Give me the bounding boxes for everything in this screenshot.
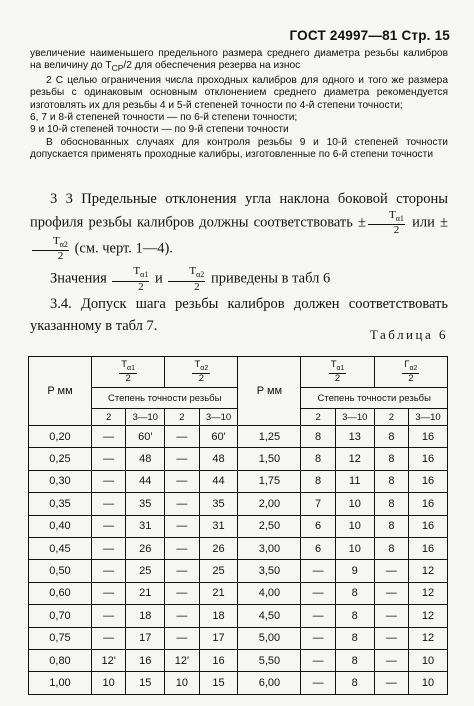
value-cell: —	[165, 582, 199, 604]
value-cell: 10	[409, 649, 448, 671]
value-cell: —	[301, 627, 335, 649]
value-cell: 8	[374, 493, 408, 515]
value-cell: 7	[301, 493, 335, 515]
value-cell: 8	[374, 448, 408, 470]
header-p-left: P мм	[29, 357, 92, 426]
pitch-cell: 0,30	[29, 470, 92, 492]
pitch-cell: 5,00	[238, 627, 301, 649]
value-cell: 16	[409, 448, 448, 470]
value-cell: 12'	[165, 649, 199, 671]
value-cell: 18	[126, 605, 165, 627]
table-body	[29, 426, 448, 695]
value-cell: 8	[301, 448, 335, 470]
value-cell: 25	[199, 560, 238, 582]
value-cell: —	[165, 627, 199, 649]
header-t-alpha1-left: $\frac{T_{\alpha 1}}{2}$	[91, 357, 164, 388]
table-row	[29, 672, 448, 694]
degree-header-right: Степень точности резьбы	[301, 388, 448, 409]
value-cell: 16	[126, 649, 165, 671]
pitch-cell: 0,50	[29, 560, 92, 582]
degree-header-left: Степень точности резьбы	[91, 388, 238, 409]
pitch-cell: 1,00	[29, 672, 92, 694]
value-cell: 13	[335, 426, 374, 448]
pitch-cell: 0,40	[29, 515, 92, 537]
pitch-cell: 0,35	[29, 493, 92, 515]
table-6	[28, 356, 448, 695]
pitch-cell: 4,50	[238, 605, 301, 627]
deg-2: 2	[165, 409, 199, 426]
header-t-alpha1-right: $\frac{T_{\alpha 1}}{2}$	[301, 357, 374, 388]
table-label: Таблица 6	[369, 327, 448, 342]
value-cell: 10	[335, 515, 374, 537]
value-cell: 21	[126, 582, 165, 604]
pitch-cell: 0,75	[29, 627, 92, 649]
value-cell: 44	[199, 470, 238, 492]
value-cell: —	[91, 605, 125, 627]
value-cell: 12	[335, 448, 374, 470]
deg-2: 2	[91, 409, 125, 426]
value-cell: —	[91, 560, 125, 582]
table-row	[29, 649, 448, 671]
value-cell: 48	[126, 448, 165, 470]
deg-2: 2	[301, 409, 335, 426]
pitch-cell: 0,60	[29, 582, 92, 604]
value-cell: 35	[126, 493, 165, 515]
pitch-cell: 1,75	[238, 470, 301, 492]
value-cell: —	[165, 605, 199, 627]
value-cell: —	[374, 649, 408, 671]
value-cell: 16	[409, 537, 448, 559]
value-cell: 26	[126, 537, 165, 559]
notes-block	[30, 48, 448, 162]
table-row	[29, 560, 448, 582]
header-t-alpha2-left: $\frac{T_{\alpha 2}}{2}$	[165, 357, 238, 388]
value-cell: —	[165, 426, 199, 448]
table-row	[29, 448, 448, 470]
value-cell: 10	[165, 672, 199, 694]
value-cell: 8	[301, 470, 335, 492]
value-cell: 12	[409, 605, 448, 627]
pitch-cell: 1,50	[238, 448, 301, 470]
pitch-cell: 2,00	[238, 493, 301, 515]
value-cell: 12	[409, 582, 448, 604]
note-line1: увеличение наименьшего предельного размера среднего диаметра резьбы калибров на величину до $T_{СР}/2$ для обеспечения резерва на износ	[30, 48, 448, 74]
value-cell: 16	[409, 470, 448, 492]
pitch-cell: 3,50	[238, 560, 301, 582]
pitch-cell: 0,25	[29, 448, 92, 470]
section-3-3	[30, 188, 448, 337]
value-cell: —	[374, 560, 408, 582]
value-cell: —	[165, 470, 199, 492]
value-cell: 8	[335, 649, 374, 671]
value-cell: 26	[199, 537, 238, 559]
paragraph-values: Значения $\frac{T_{\alpha 1}}{2}$ и $\frac{T_{\alpha 2}}{2}$ приведены в табл 6	[50, 265, 331, 293]
value-cell: —	[91, 493, 125, 515]
value-cell: 16	[409, 426, 448, 448]
value-cell: 60'	[126, 426, 165, 448]
deg-2: 2	[374, 409, 408, 426]
fraction-values-2: $\frac{T_{\alpha 2}}{2}$	[168, 266, 205, 292]
header-p-right: P мм	[238, 357, 301, 426]
value-cell: —	[301, 605, 335, 627]
note-3: В обоснованных случаях для контроля резьбы 9 и 10-й степеней точности допускается применять проходные калибры, изготовленные по 6-й степени точности	[30, 136, 448, 161]
value-cell: 11	[335, 470, 374, 492]
pitch-cell: 1,25	[238, 426, 301, 448]
value-cell: 12	[409, 560, 448, 582]
header-t-alpha2-right: $\frac{Г_{\alpha 2}}{2}$	[374, 357, 447, 388]
value-cell: 8	[301, 426, 335, 448]
value-cell: 10	[335, 493, 374, 515]
value-cell: —	[91, 470, 125, 492]
value-cell: —	[91, 627, 125, 649]
deg-3-10: 3—10	[335, 409, 374, 426]
table-row	[29, 493, 448, 515]
pitch-cell: 5,50	[238, 649, 301, 671]
table-row	[29, 537, 448, 559]
value-cell: 8	[335, 627, 374, 649]
value-cell: 8	[374, 470, 408, 492]
note-2c: 9 и 10-й степеней точности — по 9-й степени точности	[30, 124, 289, 136]
value-cell: 8	[374, 537, 408, 559]
value-cell: 16	[199, 649, 238, 671]
deg-3-10: 3—10	[126, 409, 165, 426]
pitch-cell: 3,00	[238, 537, 301, 559]
value-cell: —	[301, 582, 335, 604]
pitch-cell: 6,00	[238, 672, 301, 694]
page-header: ГОСТ 24997—81 Стр. 15	[289, 28, 450, 43]
value-cell: 21	[199, 582, 238, 604]
value-cell: —	[91, 582, 125, 604]
value-cell: 60'	[199, 426, 238, 448]
value-cell: 31	[199, 515, 238, 537]
value-cell: —	[165, 560, 199, 582]
value-cell: 10	[335, 537, 374, 559]
value-cell: 31	[126, 515, 165, 537]
value-cell: 44	[126, 470, 165, 492]
pitch-cell: 2,50	[238, 515, 301, 537]
value-cell: —	[91, 426, 125, 448]
value-cell: 8	[335, 605, 374, 627]
pitch-cell: 0,45	[29, 537, 92, 559]
value-cell: —	[165, 448, 199, 470]
value-cell: 8	[374, 426, 408, 448]
table-row	[29, 515, 448, 537]
value-cell: 35	[199, 493, 238, 515]
value-cell: —	[91, 515, 125, 537]
paragraph-3-4: 3.4. Допуск шага резьбы калибров должен соответствовать указанному в табл 7.	[30, 295, 448, 334]
table-row	[29, 627, 448, 649]
value-cell: 16	[409, 493, 448, 515]
value-cell: —	[301, 672, 335, 694]
value-cell: —	[91, 537, 125, 559]
pitch-cell: 0,80	[29, 649, 92, 671]
value-cell: 8	[335, 672, 374, 694]
pitch-cell: 0,70	[29, 605, 92, 627]
value-cell: 25	[126, 560, 165, 582]
note-2: 2 С целью ограничения числа проходных калибров для одного и того же размера резьбы с одинаковым основным отклонением среднего диаметра рекомендуется изготовлять их для резьбы 4 и 5-й степеней точности по 4-й степени точности;	[30, 74, 448, 111]
value-cell: 10	[409, 672, 448, 694]
value-cell: 6	[301, 515, 335, 537]
table-row	[29, 470, 448, 492]
table-row	[29, 426, 448, 448]
note-2b: 6, 7 и 8-й степеней точности — по 6-й степени точности;	[30, 112, 298, 124]
value-cell: 8	[335, 582, 374, 604]
deg-3-10: 3—10	[409, 409, 448, 426]
value-cell: —	[374, 582, 408, 604]
value-cell: 10	[91, 672, 125, 694]
value-cell: 17	[199, 627, 238, 649]
value-cell: 18	[199, 605, 238, 627]
value-cell: —	[165, 537, 199, 559]
value-cell: —	[374, 605, 408, 627]
value-cell: —	[301, 560, 335, 582]
value-cell: 9	[335, 560, 374, 582]
value-cell: 15	[126, 672, 165, 694]
table-row	[29, 605, 448, 627]
value-cell: —	[301, 649, 335, 671]
value-cell: —	[165, 493, 199, 515]
table-row	[29, 582, 448, 604]
fraction-values-1: $\frac{T_{\alpha 1}}{2}$	[112, 266, 149, 292]
deg-3-10: 3—10	[199, 409, 238, 426]
paragraph-3-3: 3 3 Предельные отклонения угла наклона боковой стороны профиля резьбы калибров должны соответствовать ± $\frac{T_{\alpha 1}}{2}$ или ± $\frac{T_{\alpha 2}}{2}$ (см. черт. 1—4).	[30, 191, 448, 263]
fraction-t-alpha1: $\frac{T_{\alpha 1}}{2}$	[368, 210, 405, 236]
value-cell: 15	[199, 672, 238, 694]
fraction-t-alpha2: $\frac{T_{\alpha 2}}{2}$	[32, 236, 69, 262]
value-cell: 12	[409, 627, 448, 649]
value-cell: 17	[126, 627, 165, 649]
value-cell: 48	[199, 448, 238, 470]
value-cell: —	[91, 448, 125, 470]
value-cell: 8	[374, 515, 408, 537]
value-cell: 16	[409, 515, 448, 537]
value-cell: 6	[301, 537, 335, 559]
value-cell: —	[374, 627, 408, 649]
pitch-cell: 4,00	[238, 582, 301, 604]
pitch-cell: 0,20	[29, 426, 92, 448]
value-cell: —	[374, 672, 408, 694]
value-cell: 12'	[91, 649, 125, 671]
value-cell: —	[165, 515, 199, 537]
